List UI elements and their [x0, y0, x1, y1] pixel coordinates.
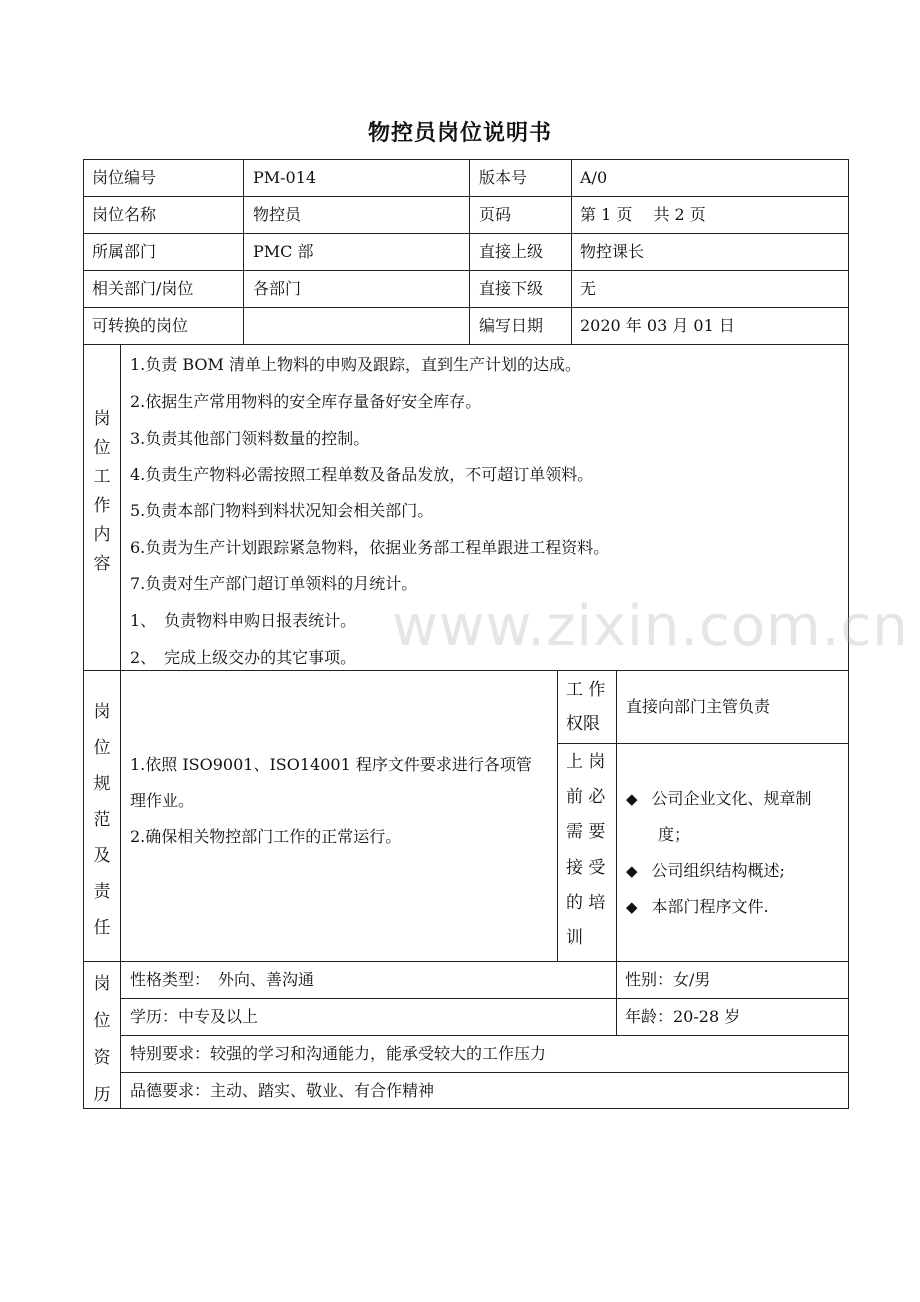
norms-label-char: 任: [93, 918, 111, 938]
transfer-label: 可转换的岗位: [92, 316, 189, 335]
norms-line: 1.依照 ISO9001、ISO14001 程序文件要求进行各项管: [130, 755, 532, 774]
morality-requirements: 品德要求：主动、踏实、敬业、有合作精神: [130, 1081, 435, 1100]
personality: 性格类型： 外向、善沟通: [130, 970, 315, 989]
norms-label-char: 岗: [93, 702, 111, 722]
duty-item: 3.负责其他部门领料数量的控制。: [130, 429, 370, 448]
authority-label-line: 工 作: [566, 680, 606, 700]
subordinate: 无: [580, 279, 597, 298]
training-label-line: 接 受: [566, 858, 606, 878]
training-label-line: 需 要: [566, 822, 606, 842]
cell-version: [571, 159, 849, 197]
cell-transfer: [243, 307, 470, 345]
norms-line: 2.确保相关物控部门工作的正常运行。: [130, 827, 402, 846]
page-value: 第 1 页 共 2 页: [580, 205, 706, 224]
duty-item: 1、 负责物料申购日报表统计。: [130, 611, 357, 630]
training-item: [626, 897, 769, 917]
related: 各部门: [253, 279, 302, 298]
superior: 物控课长: [580, 242, 645, 261]
training-item-continued: 度；: [658, 825, 691, 844]
diamond-bullet-icon: ◆: [626, 898, 638, 916]
cell-subordinate: [571, 270, 849, 308]
duty-item: 6.负责为生产计划跟踪紧急物料，依据业务部工程单跟进工程资料。: [130, 538, 610, 557]
training-item-text: 本部门程序文件.: [651, 897, 769, 916]
norms-label-char: 位: [93, 738, 111, 758]
duty-item: 5.负责本部门物料到料状况知会相关部门。: [130, 501, 434, 520]
job-name: 物控员: [253, 205, 302, 224]
norms-label-char: 及: [93, 846, 111, 866]
duty-item: 1.负责 BOM 清单上物料的申购及跟踪，直到生产计划的达成。: [130, 355, 581, 374]
norms-label-char: 规: [93, 774, 111, 794]
training-cell: [616, 743, 849, 962]
qualifications-label-char: 历: [93, 1085, 111, 1105]
norms-content-cell: [120, 670, 558, 962]
training-label-line: 的 培: [566, 893, 606, 913]
related-label: 相关部门/岗位: [92, 279, 194, 298]
training-label-line: 训: [566, 928, 583, 948]
duties-label-char: 内: [93, 525, 111, 545]
watermark: www.zixin.com.cn: [392, 594, 909, 659]
training-label-line: 上 岗: [566, 752, 606, 772]
qualifications-label: [84, 966, 120, 1114]
norms-label-char: 责: [93, 882, 111, 902]
subordinate-label: 直接下级: [479, 279, 544, 298]
age: 年龄：20-28 岁: [625, 1007, 741, 1026]
superior-label: 直接上级: [479, 242, 544, 261]
date-label: 编写日期: [479, 316, 544, 335]
training-item: [626, 789, 812, 809]
training-item-text: 公司组织结构概述;: [651, 861, 785, 880]
norms-line: 理作业。: [130, 791, 195, 810]
authority-text: 直接向部门主管负责: [626, 697, 771, 716]
training-label-line: 前 必: [566, 787, 606, 807]
norms-label-char: 范: [93, 810, 111, 830]
job-name-label: 岗位名称: [92, 205, 157, 224]
qualifications-label-char: 岗: [93, 974, 111, 994]
training-item-text: 公司企业文化、规章制: [651, 789, 812, 808]
duties-label: [84, 405, 120, 579]
education: 学历：中专及以上: [130, 1007, 259, 1026]
gender: 性别：女/男: [625, 970, 711, 989]
norms-label: [84, 694, 120, 946]
page-label: 页码: [479, 205, 512, 224]
job-no: PM-014: [253, 168, 317, 187]
job-no-label: 岗位编号: [92, 168, 157, 187]
duties-label-char: 位: [93, 438, 111, 458]
diamond-bullet-icon: ◆: [626, 862, 638, 880]
version: A/0: [580, 168, 608, 187]
dept: PMC 部: [253, 242, 314, 261]
training-item: [626, 861, 785, 881]
diamond-bullet-icon: ◆: [626, 790, 638, 808]
duties-label-char: 岗: [93, 409, 111, 429]
duties-label-char: 容: [93, 554, 111, 574]
duty-item: 7.负责对生产部门超订单领料的月统计。: [130, 574, 418, 593]
qualifications-label-char: 位: [93, 1011, 111, 1031]
duty-item: 4.负责生产物料必需按照工程单数及备品发放，不可超订单领料。: [130, 465, 594, 484]
duty-item: 2、 完成上级交办的其它事项。: [130, 648, 357, 667]
document-title: 物控员岗位说明书: [367, 120, 552, 146]
duties-label-char: 作: [93, 496, 111, 516]
duties-label-char: 工: [93, 467, 111, 487]
authority-label-line: 权限: [566, 714, 600, 734]
special-requirements: 特别要求：较强的学习和沟通能力，能承受较大的工作压力: [130, 1044, 547, 1063]
date: 2020 年 03 月 01 日: [580, 316, 735, 335]
dept-label: 所属部门: [92, 242, 157, 261]
duty-item: 2.依据生产常用物料的安全库存量备好安全库存。: [130, 392, 482, 411]
version-label: 版本号: [479, 168, 528, 187]
qualifications-label-char: 资: [93, 1048, 111, 1068]
